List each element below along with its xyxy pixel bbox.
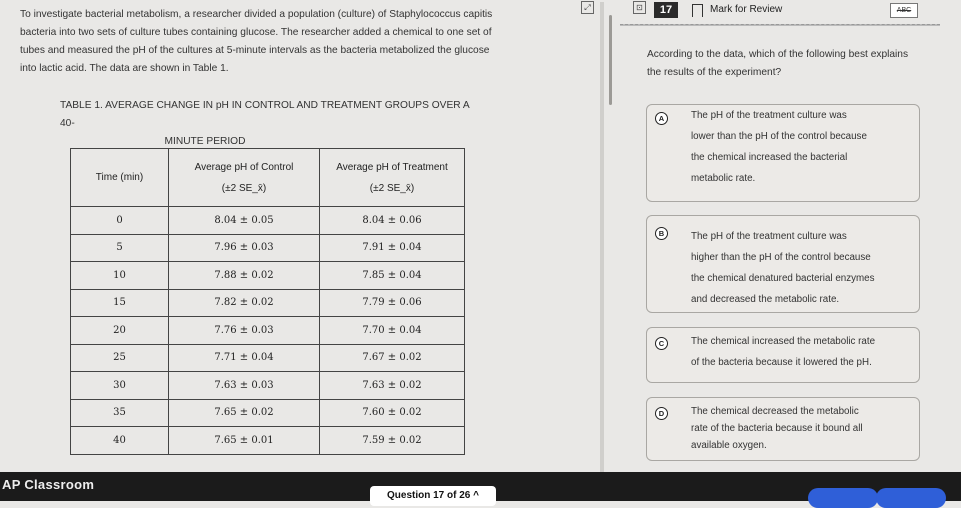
data-table (70, 148, 465, 455)
cell-control: 7.96 ± 0.03 (169, 234, 320, 262)
cell-time: 35 (71, 399, 169, 427)
cell-treatment: 7.91 ± 0.04 (320, 234, 465, 262)
table-row (71, 427, 465, 455)
header-treatment-sub: (±2 SE_x̄) (369, 182, 415, 194)
table-row (71, 262, 465, 290)
cell-time: 5 (71, 234, 169, 262)
option-letter: A (655, 112, 668, 125)
option-text (691, 331, 913, 373)
option-line: The chemical increased the metabolic rate (691, 336, 876, 347)
cell-time: 30 (71, 372, 169, 400)
cell-time: 10 (71, 262, 169, 290)
option-line: The pH of the treatment culture was (691, 110, 847, 121)
table-row (71, 344, 465, 372)
option-text (691, 105, 913, 189)
cell-control: 8.04 ± 0.05 (169, 207, 320, 235)
option-line: the chemical denatured bacterial enzymes (691, 273, 875, 284)
cell-treatment: 7.70 ± 0.04 (320, 317, 465, 345)
passage-line: tubes and measured the pH of the cultures at 5-minute intervals as the bacteria metabolized the glucose (20, 45, 490, 56)
scrollbar-thumb[interactable] (609, 15, 612, 105)
back-button[interactable] (808, 488, 878, 508)
option-letter: D (655, 407, 668, 420)
option-line: and decreased the metabolic rate. (691, 294, 840, 305)
option-line: the chemical increased the bacterial (691, 152, 848, 163)
option-letter: B (655, 227, 668, 240)
cell-control: 7.65 ± 0.01 (169, 427, 320, 455)
option-line: higher than the pH of the control because (691, 252, 871, 263)
cell-treatment: 7.63 ± 0.02 (320, 372, 465, 400)
table-row (71, 372, 465, 400)
header-treatment (320, 149, 465, 207)
cell-time: 20 (71, 317, 169, 345)
option-b[interactable] (646, 215, 920, 313)
split-view-icon[interactable]: ⊡ (633, 1, 646, 14)
table-caption (60, 97, 480, 151)
header-time: Time (min) (71, 149, 169, 207)
option-d[interactable] (646, 397, 920, 461)
option-line: The chemical decreased the metabolic (691, 406, 859, 417)
cell-treatment: 7.59 ± 0.02 (320, 427, 465, 455)
question-navigator-button[interactable]: Question 17 of 26 ^ (370, 486, 496, 506)
question-line: According to the data, which of the following best explains (647, 49, 909, 60)
option-line: available oxygen. (691, 440, 767, 451)
header-control-sub: (±2 SE_x̄) (221, 182, 267, 194)
mark-for-review-button[interactable]: Mark for Review (710, 4, 783, 15)
cell-time: 25 (71, 344, 169, 372)
bookmark-icon[interactable] (692, 4, 703, 17)
option-c[interactable] (646, 327, 920, 383)
passage-line: into lactic acid. The data are shown in Table 1. (20, 63, 229, 74)
cell-control: 7.82 ± 0.02 (169, 289, 320, 317)
cell-time: 40 (71, 427, 169, 455)
table-row (71, 289, 465, 317)
cell-control: 7.63 ± 0.03 (169, 372, 320, 400)
cell-control: 7.88 ± 0.02 (169, 262, 320, 290)
table-row (71, 207, 465, 235)
pane-divider[interactable] (600, 2, 604, 472)
answer-eliminator-button[interactable]: ABC (890, 3, 918, 18)
cell-treatment: 7.67 ± 0.02 (320, 344, 465, 372)
brand-logo: AP Classroom (2, 477, 95, 492)
option-line: lower than the pH of the control because (691, 131, 867, 142)
cell-control: 7.76 ± 0.03 (169, 317, 320, 345)
header-control-label: Average pH of Control (194, 161, 294, 173)
passage-text (20, 6, 580, 78)
cell-time: 15 (71, 289, 169, 317)
expand-icon[interactable]: ⤢ (581, 1, 594, 14)
cell-treatment: 8.04 ± 0.06 (320, 207, 465, 235)
option-line: rate of the bacteria because it bound all (691, 423, 863, 434)
toolbar-divider (620, 24, 940, 26)
cell-control: 7.71 ± 0.04 (169, 344, 320, 372)
caption-line-1: TABLE 1. AVERAGE CHANGE IN pH IN CONTROL AND TREATMENT GROUPS OVER A 40- (60, 100, 470, 129)
passage-line: To investigate bacterial metabolism, a researcher divided a population (culture) of Staphylococcus capitis (20, 9, 493, 20)
option-letter: C (655, 337, 668, 350)
option-line: metabolic rate. (691, 173, 756, 184)
option-a[interactable] (646, 104, 920, 202)
header-treatment-label: Average pH of Treatment (336, 161, 448, 173)
table-header-row (71, 149, 465, 207)
option-line: The pH of the treatment culture was (691, 231, 847, 242)
next-button[interactable] (876, 488, 946, 508)
table-row (71, 317, 465, 345)
question-line: the results of the experiment? (647, 67, 782, 78)
table-row (71, 234, 465, 262)
cell-control: 7.65 ± 0.02 (169, 399, 320, 427)
cell-treatment: 7.79 ± 0.06 (320, 289, 465, 317)
cell-time: 0 (71, 207, 169, 235)
table-row (71, 399, 465, 427)
passage-line: bacteria into two sets of culture tubes containing glucose. The researcher added a chemical to one set of (20, 27, 492, 38)
cell-treatment: 7.60 ± 0.02 (320, 399, 465, 427)
caption-line-2: MINUTE PERIOD (164, 136, 246, 147)
question-stem (647, 46, 937, 82)
option-text (691, 226, 913, 310)
option-line: of the bacteria because it lowered the pH. (691, 357, 872, 368)
cell-treatment: 7.85 ± 0.04 (320, 262, 465, 290)
question-number-badge: 17 (654, 2, 678, 18)
option-text (691, 403, 913, 454)
header-control (169, 149, 320, 207)
